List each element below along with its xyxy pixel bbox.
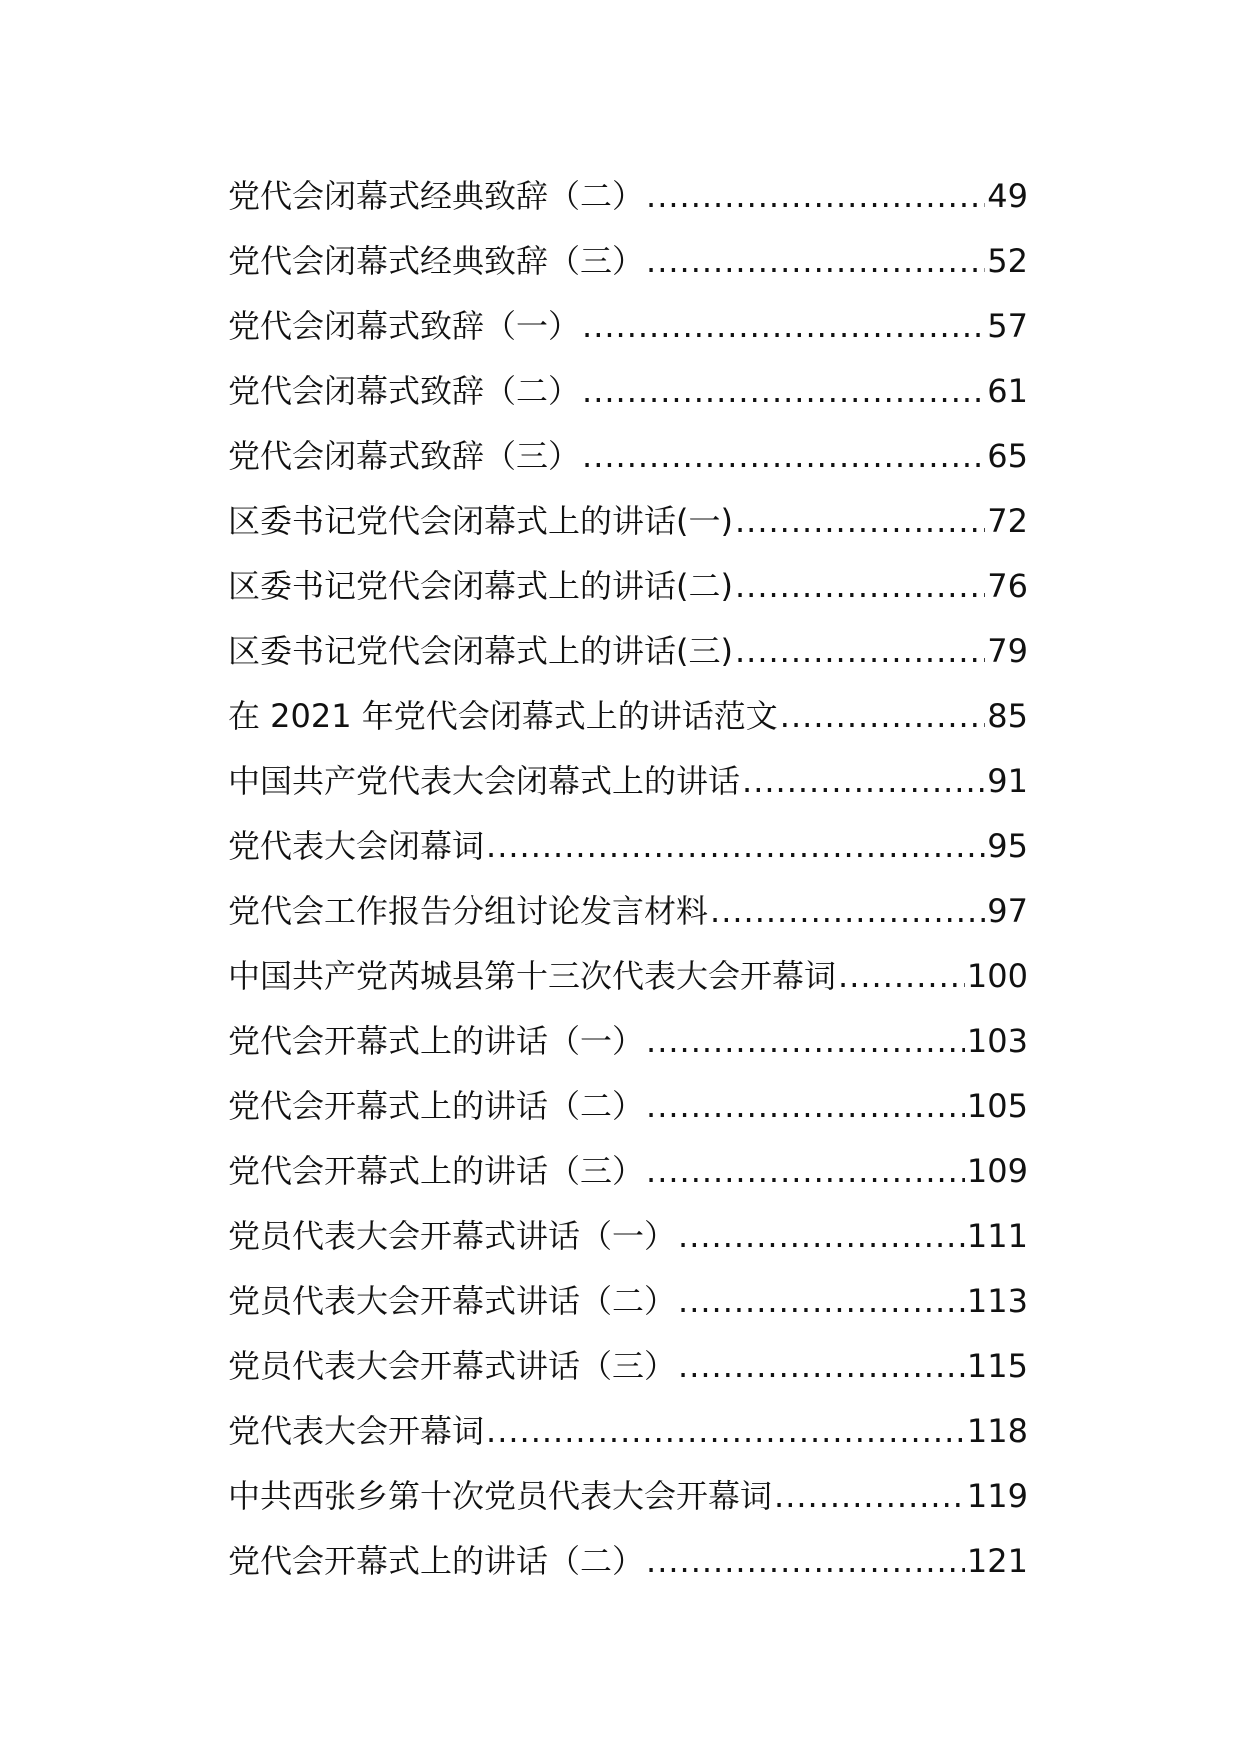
toc-entry[interactable] bbox=[228, 294, 1028, 359]
toc-entry[interactable] bbox=[228, 1074, 1028, 1139]
toc-entry-title: 区委书记党代会闭幕式上的讲话(二) bbox=[228, 567, 733, 605]
toc-entry[interactable] bbox=[228, 1204, 1028, 1269]
toc-entry[interactable] bbox=[228, 1009, 1028, 1074]
toc-entry-title: 党员代表大会开幕式讲话（二） bbox=[228, 1282, 677, 1320]
toc-entry-page: 85 bbox=[987, 697, 1028, 735]
toc-dot-leader bbox=[582, 294, 985, 359]
toc-entry-page: 115 bbox=[966, 1347, 1028, 1385]
toc-dot-leader bbox=[486, 814, 985, 879]
toc-entry[interactable] bbox=[228, 164, 1028, 229]
toc-entry[interactable] bbox=[228, 684, 1028, 749]
table-of-contents bbox=[228, 164, 1028, 1594]
toc-entry[interactable] bbox=[228, 1139, 1028, 1204]
toc-entry-page: 121 bbox=[966, 1542, 1028, 1580]
toc-dot-leader bbox=[646, 164, 985, 229]
toc-entry[interactable] bbox=[228, 1464, 1028, 1529]
toc-entry-title: 在 2021 年党代会闭幕式上的讲话范文 bbox=[228, 697, 778, 735]
toc-entry[interactable] bbox=[228, 489, 1028, 554]
toc-entry[interactable] bbox=[228, 359, 1028, 424]
toc-entry-title: 党代表大会开幕词 bbox=[228, 1412, 485, 1450]
toc-entry-page: 72 bbox=[987, 502, 1028, 540]
toc-dot-leader bbox=[678, 1269, 965, 1334]
toc-entry[interactable] bbox=[228, 944, 1028, 1009]
toc-entry-page: 95 bbox=[987, 827, 1028, 865]
toc-entry-page: 79 bbox=[987, 632, 1028, 670]
toc-dot-leader bbox=[710, 879, 985, 944]
toc-entry-page: 91 bbox=[987, 762, 1028, 800]
toc-dot-leader bbox=[735, 489, 985, 554]
toc-entry-page: 57 bbox=[987, 307, 1028, 345]
toc-dot-leader bbox=[646, 1139, 965, 1204]
toc-dot-leader bbox=[646, 1529, 965, 1594]
toc-entry-page: 113 bbox=[966, 1282, 1028, 1320]
toc-entry-title: 中国共产党芮城县第十三次代表大会开幕词 bbox=[228, 957, 837, 995]
toc-entry[interactable] bbox=[228, 424, 1028, 489]
toc-entry[interactable] bbox=[228, 1529, 1028, 1594]
toc-entry-title: 党代表大会闭幕词 bbox=[228, 827, 485, 865]
toc-entry-page: 65 bbox=[987, 437, 1028, 475]
toc-entry-page: 103 bbox=[966, 1022, 1028, 1060]
toc-entry-title: 党代会闭幕式致辞（三） bbox=[228, 437, 581, 475]
toc-entry[interactable] bbox=[228, 554, 1028, 619]
toc-dot-leader bbox=[735, 554, 985, 619]
toc-entry-title: 党员代表大会开幕式讲话（一） bbox=[228, 1217, 677, 1255]
toc-entry[interactable] bbox=[228, 619, 1028, 684]
toc-entry-title: 党代会闭幕式经典致辞（二） bbox=[228, 177, 645, 215]
toc-entry[interactable] bbox=[228, 1334, 1028, 1399]
toc-entry-page: 76 bbox=[987, 567, 1028, 605]
toc-dot-leader bbox=[582, 359, 985, 424]
toc-entry-title: 党代会闭幕式致辞（一） bbox=[228, 307, 581, 345]
toc-entry-page: 111 bbox=[966, 1217, 1028, 1255]
toc-dot-leader bbox=[646, 1009, 965, 1074]
toc-entry-page: 97 bbox=[987, 892, 1028, 930]
toc-entry[interactable] bbox=[228, 879, 1028, 944]
toc-entry-title: 党代会开幕式上的讲话（三） bbox=[228, 1152, 645, 1190]
toc-entry[interactable] bbox=[228, 1269, 1028, 1334]
toc-entry[interactable] bbox=[228, 229, 1028, 294]
toc-dot-leader bbox=[678, 1204, 965, 1269]
toc-entry-page: 119 bbox=[966, 1477, 1028, 1515]
toc-entry-page: 118 bbox=[966, 1412, 1028, 1450]
toc-entry-page: 61 bbox=[987, 372, 1028, 410]
toc-entry-page: 52 bbox=[987, 242, 1028, 280]
toc-entry-title: 党员代表大会开幕式讲话（三） bbox=[228, 1347, 677, 1385]
toc-entry-title: 区委书记党代会闭幕式上的讲话(一) bbox=[228, 502, 733, 540]
toc-entry-title: 党代会开幕式上的讲话（二） bbox=[228, 1087, 645, 1125]
toc-dot-leader bbox=[582, 424, 985, 489]
toc-dot-leader bbox=[774, 1464, 965, 1529]
toc-dot-leader bbox=[735, 619, 985, 684]
toc-dot-leader bbox=[646, 1074, 965, 1139]
toc-entry-title: 区委书记党代会闭幕式上的讲话(三) bbox=[228, 632, 733, 670]
toc-dot-leader bbox=[646, 229, 985, 294]
toc-entry-page: 109 bbox=[966, 1152, 1028, 1190]
toc-dot-leader bbox=[486, 1399, 965, 1464]
toc-dot-leader bbox=[838, 944, 965, 1009]
toc-entry[interactable] bbox=[228, 749, 1028, 814]
toc-entry-title: 党代会工作报告分组讨论发言材料 bbox=[228, 892, 709, 930]
toc-entry-page: 105 bbox=[966, 1087, 1028, 1125]
toc-entry-page: 49 bbox=[987, 177, 1028, 215]
toc-entry-page: 100 bbox=[966, 957, 1028, 995]
toc-entry[interactable] bbox=[228, 814, 1028, 879]
toc-entry-title: 党代会开幕式上的讲话（一） bbox=[228, 1022, 645, 1060]
toc-entry-title: 党代会闭幕式致辞（二） bbox=[228, 372, 581, 410]
toc-dot-leader bbox=[678, 1334, 965, 1399]
toc-entry[interactable] bbox=[228, 1399, 1028, 1464]
toc-entry-title: 中国共产党代表大会闭幕式上的讲话 bbox=[228, 762, 741, 800]
toc-entry-title: 党代会开幕式上的讲话（二） bbox=[228, 1542, 645, 1580]
toc-dot-leader bbox=[742, 749, 985, 814]
toc-entry-title: 党代会闭幕式经典致辞（三） bbox=[228, 242, 645, 280]
toc-dot-leader bbox=[780, 684, 985, 749]
toc-entry-title: 中共西张乡第十次党员代表大会开幕词 bbox=[228, 1477, 773, 1515]
